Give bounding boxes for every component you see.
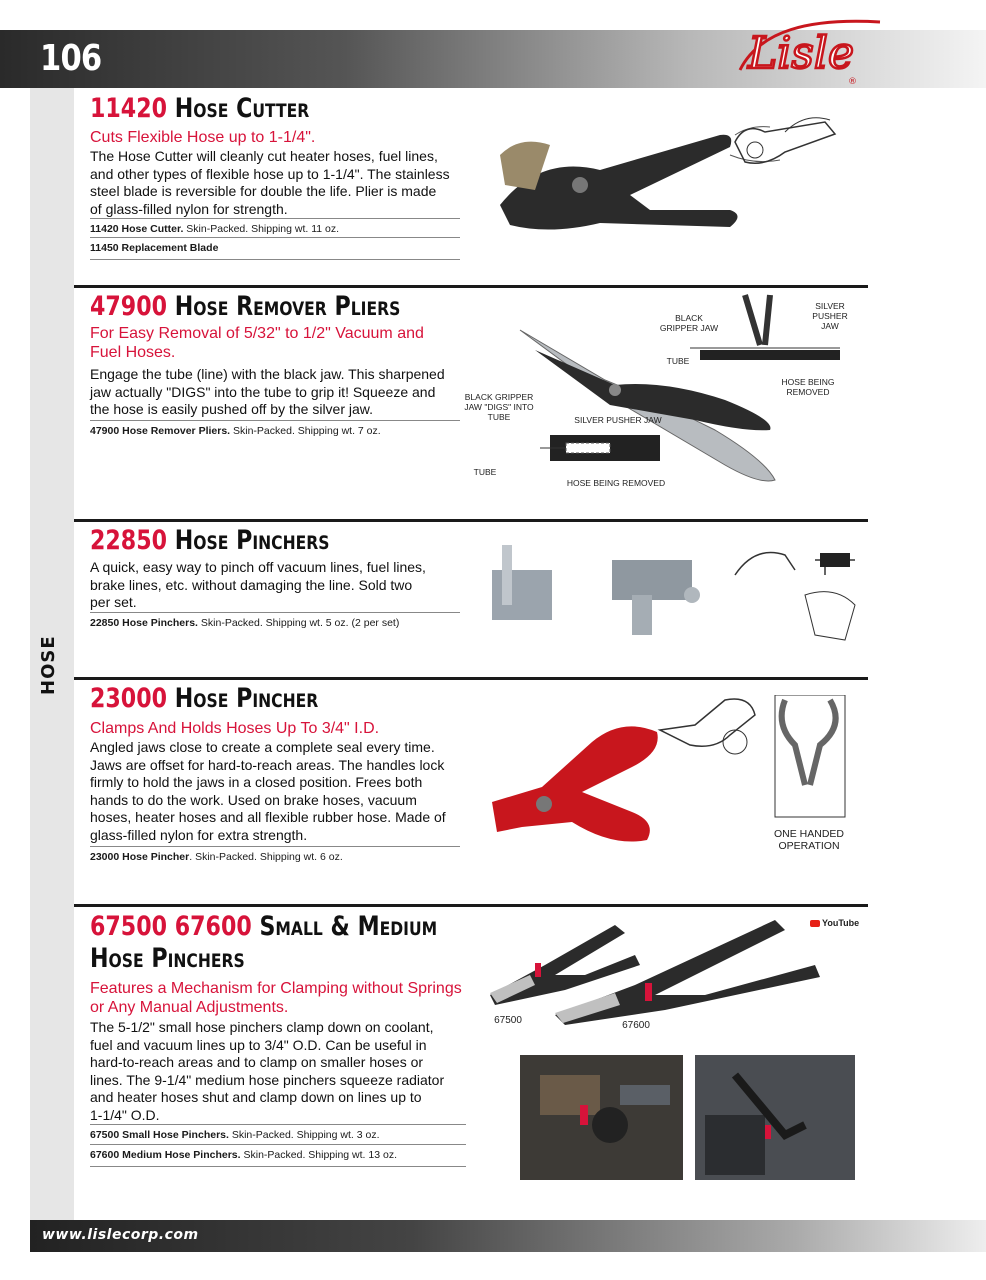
section-divider <box>74 519 868 522</box>
product-number: 11420 <box>90 93 168 124</box>
description-line: of glass-filled nylon for strength. <box>90 200 288 217</box>
description-line: brake lines, etc. without damaging the line. Sold two <box>90 576 413 593</box>
hose-cutter-hand-illustration <box>725 112 845 182</box>
page-number: 106 <box>40 38 102 79</box>
description-line: Engage the tube (line) with the black jaw. This sharpened <box>90 366 445 382</box>
description-line: jaw actually "DIGS" into the tube to grip it! Squeeze and <box>90 383 436 400</box>
spec-row: 67600 Medium Hose Pinchers. Skin-Packed. Shipping wt. 13 oz. <box>90 1144 466 1167</box>
description-line: Angled jaws close to create a complete seal every time. <box>90 739 435 755</box>
section-divider <box>74 285 868 288</box>
hose-pinchers-hand-illustration <box>725 535 865 645</box>
product-description <box>90 1019 444 1124</box>
description-line: and other types of flexible hose up to 1-1/4". The stainless <box>90 165 450 182</box>
spec-row: 11420 Hose Cutter. Skin-Packed. Shipping wt. 11 oz. <box>90 218 460 236</box>
product-name: Hose Cutter <box>174 93 310 124</box>
description-line: firmly to hold the jaws in a closed position. Frees both <box>90 774 423 790</box>
side-tab <box>38 635 68 695</box>
footer-band <box>30 1220 986 1252</box>
product-title <box>90 912 437 942</box>
product-number: 22850 <box>90 525 168 556</box>
product-number: 23000 <box>90 683 168 714</box>
tube-detail-illustration <box>540 425 660 475</box>
description-line: The Hose Cutter will cleanly cut heater hoses, fuel lines, <box>90 148 438 164</box>
product-description <box>90 739 446 844</box>
product-number: 47900 <box>90 291 168 322</box>
engine-bay-photo-2 <box>695 1055 855 1180</box>
product-description <box>90 366 445 419</box>
product-description <box>90 148 450 218</box>
product-description <box>90 559 426 612</box>
product-name: Small & Medium <box>259 911 438 942</box>
hose-pincher-red-image <box>482 712 682 852</box>
spec-row: 11450 Replacement Blade <box>90 237 460 260</box>
callout-black-gripper-digs: BLACK GRIPPER JAW "DIGS" INTO TUBE <box>464 392 534 422</box>
product-number: 67500 67600 <box>90 911 252 942</box>
callout-one-handed-operation: ONE HANDED OPERATION <box>773 828 844 852</box>
logo-text: Lisle <box>748 28 854 79</box>
callout-tube-top: TUBE <box>666 356 690 366</box>
spec-row: 67500 Small Hose Pinchers. Skin-Packed. Shipping wt. 3 oz. <box>90 1124 466 1142</box>
image-label-67500: 67500 <box>494 1015 522 1026</box>
lisle-logo[interactable] <box>720 10 890 90</box>
product-name: Hose Pincher <box>174 683 319 714</box>
registered-mark: ® <box>848 77 857 87</box>
callout-silver-pusher-jaw: SILVER PUSHER JAW <box>812 301 848 331</box>
product-name: Hose Pinchers <box>90 943 245 974</box>
callout-silver-pusher-jaw-bottom: SILVER PUSHER JAW <box>574 415 662 425</box>
product-subtitle: Cuts Flexible Hose up to 1-1/4". <box>90 129 316 146</box>
description-line: hands to do the work. Used on brake hoses, vacuum <box>90 791 417 808</box>
description-line: steel blade is reversible for double the life. Plier is made <box>90 183 437 199</box>
product-name: Hose Remover Pliers <box>174 291 401 322</box>
product-subtitle: Clamps And Holds Hoses Up To 3/4" I.D. <box>90 720 380 737</box>
description-line: glass-filled nylon for extra strength. <box>90 826 308 843</box>
callout-hose-being-removed-bottom: HOSE BEING REMOVED <box>566 478 666 488</box>
description-line: A quick, easy way to pinch off vacuum lines, fuel lines, <box>90 559 426 575</box>
hose-pincher-hand-illustration <box>655 690 765 760</box>
description-line: per set. <box>90 594 137 610</box>
side-tab-label: HOSE <box>38 635 59 695</box>
product-subtitle: For Easy Removal of 5/32" to 1/2" Vacuum and Fuel Hoses. <box>90 325 424 361</box>
product-title <box>90 94 309 124</box>
description-line: Jaws are offset for hard-to-reach areas. The handles lock <box>90 756 445 773</box>
section-divider <box>74 904 868 907</box>
callout-hose-being-removed-top: HOSE BEING REMOVED <box>781 377 835 397</box>
product-title-line2 <box>90 944 245 974</box>
engine-bay-photo-1 <box>520 1055 683 1180</box>
description-line: lines. The 9-1/4" medium hose pinchers squeeze radiator <box>90 1071 445 1088</box>
spec-row: 47900 Hose Remover Pliers. Skin-Packed. Shipping wt. 7 oz. <box>90 420 460 438</box>
description-line: hoses, heater hoses and all flexible rubber hose. Made of <box>90 809 446 825</box>
section-divider <box>74 677 868 680</box>
hose-pinchers-image <box>482 540 712 640</box>
product-subtitle: Features a Mechanism for Clamping without Springs or Any Manual Adjustments. <box>90 980 462 1016</box>
product-name: Hose Pinchers <box>174 525 330 556</box>
spec-row: 23000 Hose Pincher. Skin-Packed. Shipping wt. 6 oz. <box>90 846 460 864</box>
footer-url[interactable]: www.lislecorp.com <box>42 1227 199 1243</box>
image-label-67600: 67600 <box>622 1020 650 1031</box>
product-title <box>90 292 400 322</box>
spec-row: 22850 Hose Pinchers. Skin-Packed. Shipping wt. 5 oz. (2 per set) <box>90 612 460 630</box>
youtube-link[interactable]: YouTube <box>810 918 859 928</box>
callout-black-gripper-jaw: BLACK GRIPPER JAW <box>659 313 719 333</box>
callout-tube-bottom: TUBE <box>473 467 497 477</box>
product-title <box>90 526 329 556</box>
description-line: hard-to-reach areas and to clamp on smaller hoses or <box>90 1054 424 1070</box>
product-title <box>90 684 318 714</box>
description-line: the hose is easily pushed off by the silver jaw. <box>90 401 374 417</box>
small-medium-hose-pinchers-image <box>485 915 865 1030</box>
description-line: and heater hoses shut and clamp down on lines up to <box>90 1089 422 1105</box>
description-line: fuel and vacuum lines up to 3/4" O.D. Can be useful in <box>90 1036 427 1053</box>
description-line: 1-1/4" O.D. <box>90 1106 160 1123</box>
one-handed-operation-illustration <box>770 695 850 820</box>
description-line: The 5-1/2" small hose pinchers clamp down on coolant, <box>90 1019 434 1035</box>
